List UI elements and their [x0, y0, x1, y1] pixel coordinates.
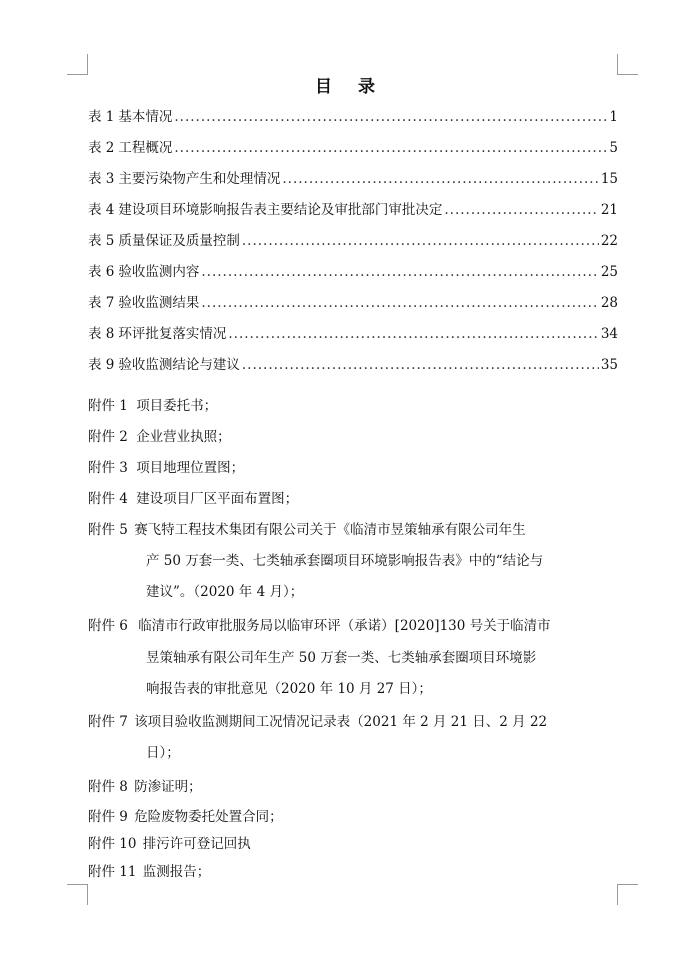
attachment-item — [88, 710, 547, 730]
attachment-label: 附件 7 — [88, 714, 128, 730]
toc-entry-label: 表 1 — [88, 109, 115, 125]
toc-leader-dots — [242, 226, 599, 257]
toc-entry-title: 验收监测内容 — [118, 264, 200, 280]
toc-entry-label: 表 2 — [88, 140, 115, 156]
toc-entry-page: 34 — [600, 326, 618, 342]
toc-entry-label: 表 8 — [88, 326, 115, 342]
attachment-item — [88, 394, 217, 414]
attachment-label: 附件 1 — [88, 398, 128, 414]
toc-entry-label: 表 5 — [88, 233, 115, 249]
toc-entry[interactable] — [88, 288, 618, 319]
attachment-text: 排污许可登记回执 — [142, 836, 251, 852]
toc-entry-page: 35 — [600, 357, 618, 373]
attachment-text: 该项目验收监测期间工况情况记录表（2021 年 2 月 21 日、2 月 22 — [134, 714, 548, 730]
attachment-item — [88, 805, 283, 825]
attachment-text-continued: 建议”。（2020 年 4 月）； — [146, 584, 304, 600]
toc-entry-page: 15 — [600, 171, 618, 187]
toc-entry-title: 验收监测结论与建议 — [118, 357, 240, 373]
attachment-label: 附件 10 — [88, 836, 137, 852]
attachment-text: 赛飞特工程技术集团有限公司关于《临清市昱策轴承有限公司年生 — [134, 522, 526, 538]
toc-entry-title: 工程概况 — [118, 140, 173, 156]
attachment-label: 附件 4 — [88, 491, 128, 507]
attachment-text: 危险废物委托处置合同； — [134, 809, 283, 825]
toc-entry-page: 5 — [609, 140, 618, 156]
attachment-text-continued: 响报告表的审批意见（2020 年 10 月 27 日）； — [146, 681, 432, 697]
attachment-label: 附件 11 — [88, 864, 137, 880]
toc-entry-page: 25 — [600, 264, 618, 280]
toc-entry[interactable] — [88, 164, 618, 195]
toc-entry-page: 28 — [600, 295, 618, 311]
attachment-text: 建设项目厂区平面布置图； — [136, 491, 299, 507]
toc-leader-dots — [201, 257, 598, 288]
attachment-label: 附件 6 — [88, 618, 128, 634]
attachment-text: 防渗证明； — [134, 779, 202, 795]
corner-crop-mark — [67, 884, 88, 905]
toc-entry-page: 21 — [600, 202, 618, 218]
attachment-text: 项目地理位置图； — [136, 460, 245, 476]
attachment-text-continued: 产 50 万套一类、七类轴承套圈项目环境影响报告表》中的“结论与 — [146, 553, 544, 569]
attachment-label: 附件 9 — [88, 809, 128, 825]
toc-entry[interactable] — [88, 257, 618, 288]
attachment-item — [88, 487, 298, 507]
table-of-contents — [88, 102, 618, 381]
corner-crop-mark — [617, 884, 638, 905]
page-title: 目 录 — [315, 77, 385, 97]
toc-entry-title: 验收监测结果 — [118, 295, 200, 311]
toc-entry-title: 主要污染物产生和处理情况 — [118, 171, 281, 187]
toc-entry-title: 建设项目环境影响报告表主要结论及审批部门审批决定 — [118, 202, 443, 218]
toc-entry-label: 表 4 — [88, 202, 115, 218]
toc-leader-dots — [282, 164, 598, 195]
attachment-text: 项目委托书； — [136, 398, 218, 414]
attachment-text-continued: 日）； — [146, 745, 180, 761]
toc-entry-label: 表 7 — [88, 295, 115, 311]
attachment-item — [88, 614, 551, 634]
toc-entry[interactable] — [88, 226, 618, 257]
toc-entry-page: 22 — [600, 233, 618, 249]
toc-leader-dots — [201, 288, 598, 319]
attachment-text: 企业营业执照； — [136, 429, 231, 445]
toc-entry-page: 1 — [609, 109, 618, 125]
toc-entry[interactable] — [88, 102, 618, 133]
attachment-label: 附件 2 — [88, 429, 128, 445]
toc-entry[interactable] — [88, 319, 618, 350]
toc-leader-dots — [444, 195, 598, 226]
toc-leader-dots — [174, 133, 607, 164]
toc-entry[interactable] — [88, 195, 618, 226]
attachment-item — [88, 860, 210, 880]
toc-entry-title: 基本情况 — [118, 109, 173, 125]
attachment-item — [88, 832, 251, 852]
attachment-item — [88, 775, 202, 795]
toc-leader-dots — [174, 102, 607, 133]
attachment-text: 临清市行政审批服务局以临审环评（承诺）[2020]130 号关于临清市 — [138, 618, 551, 634]
attachment-label: 附件 3 — [88, 460, 128, 476]
attachment-item — [88, 425, 231, 445]
toc-entry-label: 表 9 — [88, 357, 115, 373]
toc-entry[interactable] — [88, 350, 618, 381]
toc-entry-label: 表 6 — [88, 264, 115, 280]
attachment-item — [88, 456, 244, 476]
toc-leader-dots — [228, 319, 598, 350]
attachment-label: 附件 5 — [88, 522, 128, 538]
attachment-label: 附件 8 — [88, 779, 128, 795]
toc-leader-dots — [242, 350, 599, 381]
attachment-text-continued: 昱策轴承有限公司年生产 50 万套一类、七类轴承套圈项目环境影 — [146, 650, 537, 666]
toc-entry-label: 表 3 — [88, 171, 115, 187]
toc-entry-title: 质量保证及质量控制 — [118, 233, 240, 249]
attachment-text: 监测报告； — [142, 864, 211, 880]
toc-entry-title: 环评批复落实情况 — [118, 326, 227, 342]
toc-entry[interactable] — [88, 133, 618, 164]
attachment-item — [88, 518, 526, 538]
